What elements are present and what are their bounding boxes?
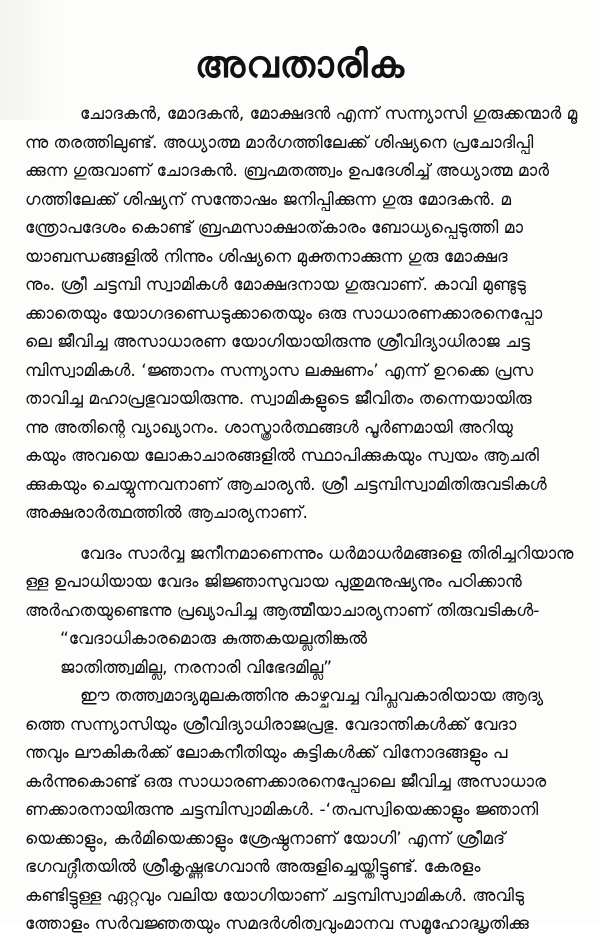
text-line: യെക്കാളും, കർമിയെക്കാളും ശ്രേഷ്ഠനാണ് യോഗി’ എന്ന് ശ്രീമദ്	[25, 828, 506, 849]
text-line: നും. ശ്രീ ചട്ടമ്പി സ്വാമികൾ മോക്ഷദനായ ഗുരുവാണ്. കാവി മുണ്ടുടു	[25, 275, 526, 295]
text-line: കയും അവയെ ലോകാചാരങ്ങളിൽ സ്ഥാപിക്കുകയും സ്വയം ആചരി	[25, 446, 539, 466]
text-line: ക്കാതെയും യോഗദണ്ഡെടുക്കാതെയും ഒരു സാധാരണക്കാരനെപ്പോ	[25, 303, 543, 324]
text-line: കർന്നുകൊണ്ട് ഒരു സാധാരണക്കാരനെപ്പോലെ ജീവിച്ച അസാധാര	[25, 771, 547, 792]
text-line: ഈ തത്ത്വമാദ്യമുലകത്തിനു കാഴ്ചവച്ച വിപ്ലവകാരിയായ ആദ്യ	[80, 686, 544, 706]
verse-line: ജാതിത്ത്വമില്ല, നരനാരി വിഭേദമില്ല”	[60, 657, 333, 678]
text-line: ന്നു അതിന്റെ വ്യാഖ്യാനം. ശാസ്ത്രാർത്ഥങ്ങൾ പൂർണമായി അറിയു	[25, 417, 513, 438]
page-title: അവതാരിക	[194, 43, 406, 86]
verse-line: “വേദാധികാരമൊരു കുത്തകയല്ലതിങ്കൽ	[60, 629, 368, 649]
text-line: അക്ഷരാർത്ഥത്തിൽ ആചാര്യനാണ്.	[25, 503, 308, 523]
text-line: ണക്കാരനായിരുന്നു ചട്ടമ്പിസ്വാമികൾ. -‘തപസ്വിയെക്കാളും ജ്ഞാനി	[25, 800, 539, 820]
text-line: ന്ത്രോപദേശം കൊണ്ട് ബ്രഹ്മസാക്ഷാത്കാരം ബോധ്യപ്പെടുത്തി മാ	[25, 218, 524, 238]
text-line: യാബന്ധങ്ങളിൽ നിന്നും ശിഷ്യനെ മുക്തനാക്കുന്ന ഗുരു മോക്ഷദ	[25, 246, 508, 267]
text-line: ന്തവും ലൗകികർക്ക് ലോകനീതിയും കുട്ടികൾക്ക് വിനോദങ്ങളും പ	[25, 743, 508, 763]
text-line: കണ്ടിട്ടുള്ള ഏറ്റവും വലിയ യോഗിയാണ് ചട്ടമ്പിസ്വാമികൾ. അവിടു	[25, 885, 525, 906]
text-line: ള്ള ഉപാധിയായ വേദം ജിജ്ഞാസുവായ പുതുമനുഷ്യനും പഠിക്കാൻ	[25, 572, 522, 592]
text-line: മ്പിസ്വാമികൾ. ‘ജ്ഞാനം സന്ന്യാസ ലക്ഷണം’ എന്ന് ഉറക്കെ പ്രസ	[25, 360, 534, 381]
text-line: ലെ ജീവിച്ച അസാധാരണ യോഗിയായിരുന്നു ശ്രീവിദ്യാധിരാജ ചട്ട	[25, 332, 530, 352]
text-line: താവിച്ച മഹാപ്രഭുവായിരുന്നു. സ്വാമികളുടെ ജീവിതം തന്നെയായിരു	[25, 389, 532, 409]
text-line: ക്കുകയും ചെയ്യുന്നവനാണ് ആചാര്യൻ. ശ്രീ ചട്ടമ്പിസ്വാമിതിരുവടികൾ	[25, 474, 547, 495]
text-line: ത്തെ സന്ന്യാസിയും ശ്രീവിദ്യാധിരാജപ്രഭു. വേദാന്തികൾക്ക് വേദാ	[25, 714, 517, 735]
text-line: ഭഗവദ്ഗീതയിൽ ശ്രീകൃഷ്ണഭഗവാൻ അരുളിച്ചെയ്തിട്ടുണ്ട്. കേരളം	[25, 857, 481, 877]
text-line: ഗത്തിലേക്ക് ശിഷ്യന് സന്തോഷം ജനിപ്പിക്കുന്ന ഗുരു മോദകൻ. മ	[25, 189, 512, 210]
text-line: ക്കുന്ന ഗുരുവാണ് ചോദകൻ. ബ്രഹ്മതത്ത്വം ഉപദേശിച്ച് അധ്യാത്മ മാർ	[25, 161, 550, 181]
body-text	[25, 100, 593, 939]
text-line: അർഹതയുണ്ടെന്നു പ്രഖ്യാപിച്ച ആത്മീയാചാര്യനാണ് തിരുവടികൾ-	[25, 600, 540, 621]
text-line: ന്നു തരത്തിലുണ്ട്. അധ്യാത്മ മാർഗത്തിലേക്ക് ശിഷ്യനെ പ്രചോദിപ്പി	[25, 132, 534, 153]
text-line: ചോദകൻ, മോദകൻ, മോക്ഷദൻ എന്ന് സന്ന്യാസി ഗുരുക്കന്മാർ മൂ	[80, 104, 578, 124]
text-line: ത്തോളം സർവജ്ഞതയും സമദർശിത്വവുംമാനവ സമൂഹോദ്ധൃതിക്കു	[25, 914, 529, 934]
paragraph-gap	[25, 528, 593, 540]
text-line: വേദം സാർവ്വ ജനീനമാണെന്നും ധർമാധർമങ്ങളെ തിരിച്ചറിയാനു	[80, 543, 574, 564]
